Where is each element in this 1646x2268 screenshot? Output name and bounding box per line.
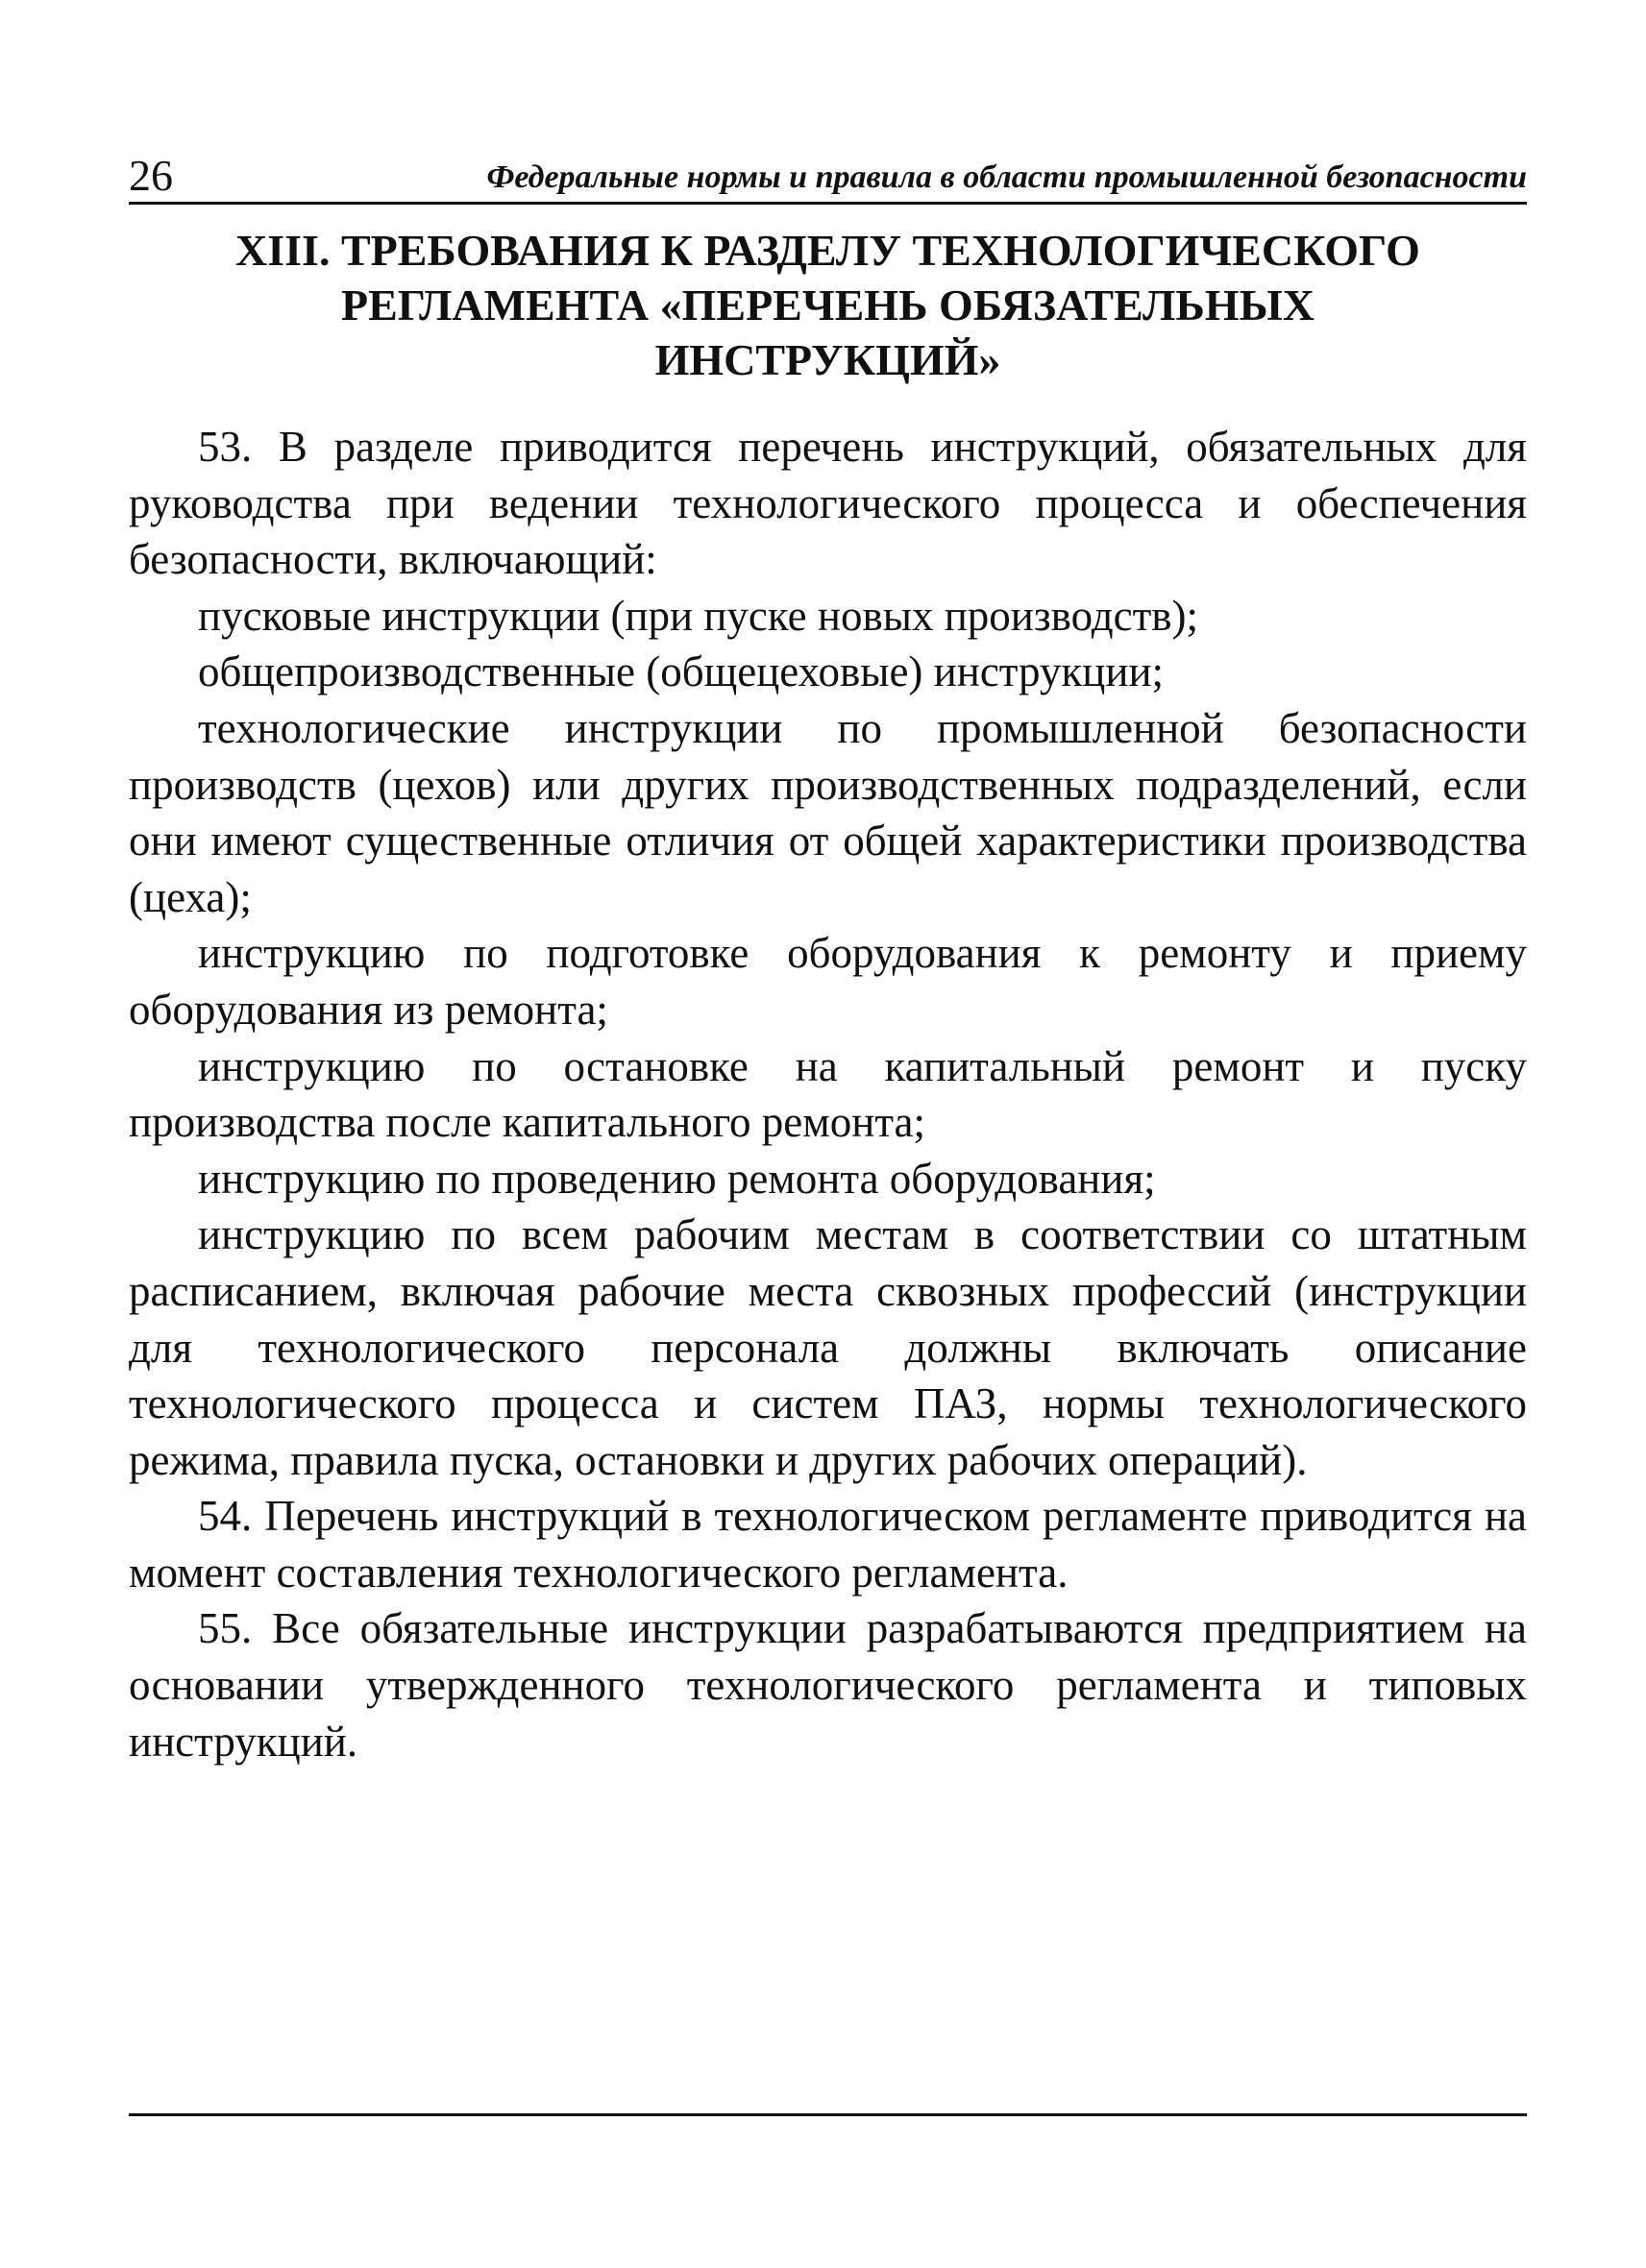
page-number: 26	[129, 151, 173, 200]
bottom-rule	[129, 2113, 1527, 2116]
running-title: Федеральные нормы и правила в области промышленной безопасности	[486, 159, 1527, 195]
list-item-repair-preparation: инструкцию по подготовке оборудования к ремонту и приему оборудования из ремонта;	[129, 929, 1527, 1034]
list-item-startup-instructions: пусковые инструкции (при пуске новых производств);	[198, 591, 1199, 640]
list-item-general-instructions: общепроизводственные (общецеховые) инструкции;	[198, 647, 1165, 696]
paragraph-55: 55. Все обязательные инструкции разрабатываются предприятием на основании утвержденного технологического регламента и типовых инструкций.	[129, 1604, 1527, 1766]
paragraph-54: 54. Перечень инструкций в технологическом регламенте приводится на момент составления технологического регламента.	[129, 1492, 1527, 1597]
body-text	[129, 419, 1527, 1769]
list-item-overhaul-shutdown: инструкцию по остановке на капитальный ремонт и пуску производства после капитального ремонта;	[129, 1041, 1527, 1147]
list-item-technological-instructions: технологические инструкции по промышленной безопасности производств (цехов) или других производственных подразделений, если они имеют существенные отличия от общей характеристики производства (цеха);	[129, 703, 1527, 921]
section-title-line-1: XIII. ТРЕБОВАНИЯ К РАЗДЕЛУ ТЕХНОЛОГИЧЕСКОГО	[235, 226, 1420, 275]
section-title	[129, 223, 1527, 387]
list-item-equipment-repair: инструкцию по проведению ремонта оборудования;	[198, 1154, 1156, 1203]
section-title-line-2: РЕГЛАМЕНТА «ПЕРЕЧЕНЬ ОБЯЗАТЕЛЬНЫХ	[341, 280, 1314, 329]
section-title-line-3: ИНСТРУКЦИЙ»	[654, 335, 1001, 384]
running-header	[129, 140, 1527, 205]
list-item-workplace-instructions: инструкцию по всем рабочим местам в соответствии со штатным расписанием, включая рабочие места сквозных профессий (инструкции для технологического персонала должны включать описание технологического процесса и систем ПАЗ, нормы технологического режима, правила пуска, остановки и других рабочих операций).	[129, 1210, 1527, 1484]
paragraph-53: 53. В разделе приводится перечень инструкций, обязательных для руководства при ведении технологического процесса и обеспечения безопасности, включающий:	[129, 423, 1527, 584]
